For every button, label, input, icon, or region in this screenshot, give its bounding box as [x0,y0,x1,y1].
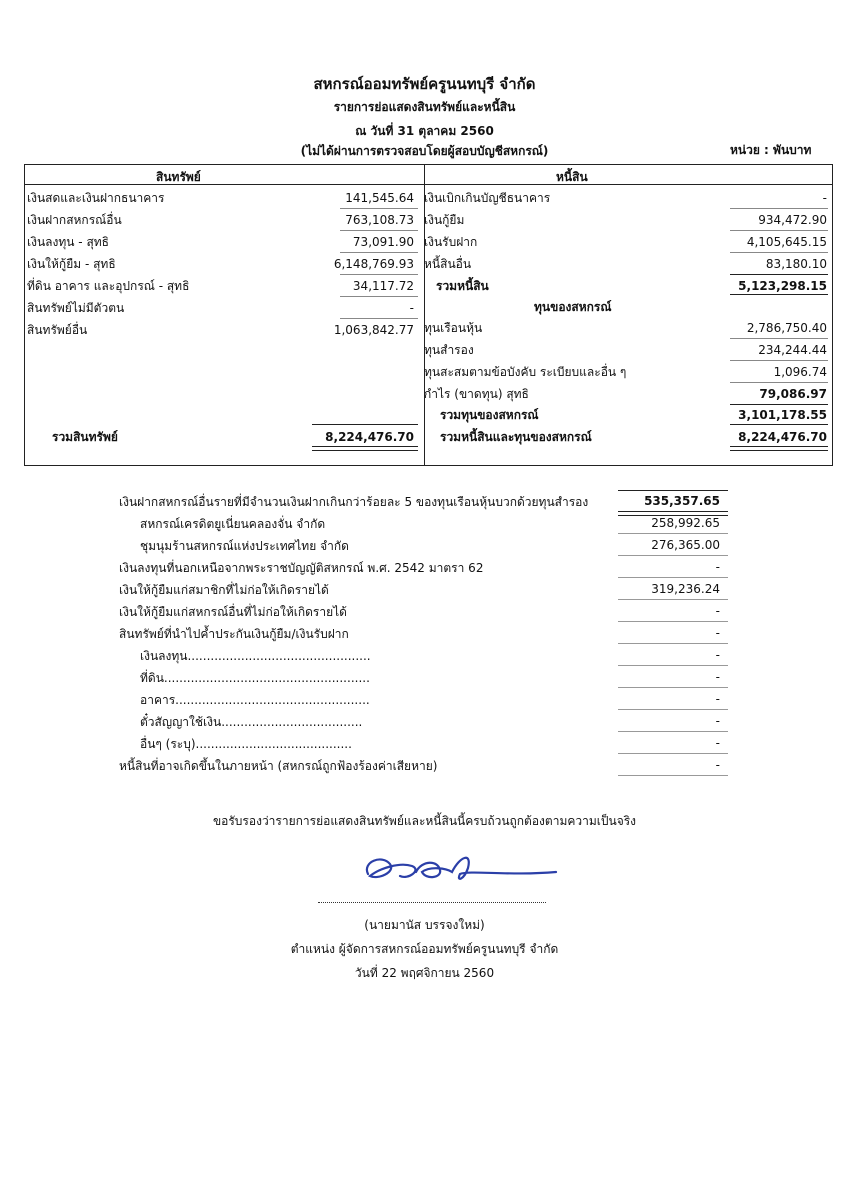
note-label: หนี้สินที่อาจเกิดขึ้นในภายหน้า (สหกรณ์ถูกฟ้องร้องค่าเสียหาย) [119,759,438,773]
equity-value: 2,786,750.40 [746,321,827,335]
asset-value: - [409,301,414,315]
signature-line [318,902,546,903]
liability-value: 934,472.90 [758,213,827,227]
asset-value: 1,063,842.77 [333,323,414,337]
signer-name: (นายมานัส บรรจงใหม่) [364,918,485,932]
underline [618,599,728,600]
note-label: เงินให้กู้ยืมแก่สหกรณ์อื่นที่ไม่ก่อให้เกิดรายได้ [119,605,347,619]
note-value: 258,992.65 [651,516,720,530]
note-label: อื่นๆ (ระบุ)......................................... [140,737,352,751]
header-divider [24,184,833,185]
note-label: สินทรัพย์ที่นำไปค้ำประกันเงินกู้ยืม/เงินรับฝาก [119,627,349,641]
asset-label: เงินสดและเงินฝากธนาคาร [27,191,165,205]
double-underline [618,511,728,516]
signature [360,846,560,896]
equity-heading: ทุนของสหกรณ์ [534,300,612,314]
note-value: - [715,560,720,574]
asset-label: เงินฝากสหกรณ์อื่น [27,213,122,227]
equity-label: ทุนสำรอง [424,343,474,357]
equity-value: 1,096.74 [773,365,827,379]
liabilities-heading: หนี้สิน [556,170,588,184]
underline [730,360,828,361]
asset-value: 6,148,769.93 [333,257,414,271]
underline [730,294,828,295]
underline [618,533,728,534]
signed-date: วันที่ 22 พฤศจิกายน 2560 [354,966,495,980]
underline [618,490,728,491]
equity-value: 234,244.44 [758,343,827,357]
note-value: - [715,692,720,706]
note-label: เงินลงทุน................................................ [140,649,371,663]
underline [618,577,728,578]
note-label: ตั๋วสัญญาใช้เงิน..................................... [140,715,363,729]
asset-label: สินทรัพย์อื่น [27,323,88,337]
note-label: ที่ดิน...................................................... [140,671,370,685]
equity-label: กำไร (ขาดทุน) สุทธิ [424,387,529,401]
note-value: - [715,736,720,750]
certification-text: ขอรับรองว่ารายการย่อแสดงสินทรัพย์และหนี้สินนี้ครบถ้วนถูกต้องตามความเป็นจริง [212,814,637,828]
asset-label: ที่ดิน อาคาร และอุปกรณ์ - สุทธิ [27,279,190,293]
underline [618,753,728,754]
underline [730,338,828,339]
underline [340,318,418,319]
note-value: 276,365.00 [651,538,720,552]
liabilities-total-label: รวมหนี้สิน [436,279,489,293]
underline [730,252,828,253]
note-label: อาคาร................................................... [140,693,370,707]
asset-label: เงินให้กู้ยืม - สุทธิ [27,257,116,271]
org-title: สหกรณ์ออมทรัพย์ครูนนทบุรี จำกัด [313,75,536,93]
liability-label: เงินกู้ยืม [424,213,465,227]
equity-label: ทุนสะสมตามข้อบังคับ ระเบียบและอื่น ๆ [424,365,627,379]
underline [618,555,728,556]
liability-label: เงินเบิกเกินบัญชีธนาคาร [424,191,551,205]
liability-label: หนี้สินอื่น [424,257,472,271]
equity-total-label: รวมทุนของสหกรณ์ [440,408,539,422]
note-value: - [715,714,720,728]
note-value: 535,357.65 [644,494,720,508]
underline [730,404,828,405]
underline [340,274,418,275]
asset-value: 34,117.72 [352,279,414,293]
underline [618,665,728,666]
liability-value: - [822,191,827,205]
asset-label: เงินลงทุน - สุทธิ [27,235,110,249]
underline [618,731,728,732]
double-underline [312,446,418,451]
equity-value: 79,086.97 [759,387,827,401]
assets-total-label: รวมสินทรัพย์ [52,430,118,444]
underline [618,621,728,622]
note-label: เงินลงทุนที่นอกเหนือจากพระราชบัญญัติสหกรณ์ พ.ศ. 2542 มาตรา 62 [119,561,484,575]
underline [340,252,418,253]
note-value: - [715,648,720,662]
underline [730,382,828,383]
asset-label: สินทรัพย์ไม่มีตัวตน [27,301,125,315]
note-value: - [715,604,720,618]
grand-total-value: 8,224,476.70 [738,430,827,444]
note-label: ชุมนุมร้านสหกรณ์แห่งประเทศไทย จำกัด [140,539,349,553]
column-divider [424,164,425,466]
underline [618,775,728,776]
underline [730,230,828,231]
assets-total-value: 8,224,476.70 [325,430,414,444]
underline [618,709,728,710]
asset-value: 141,545.64 [345,191,414,205]
report-subtitle: รายการย่อแสดงสินทรัพย์และหนี้สิน [333,100,516,114]
note-label: สหกรณ์เครดิตยูเนี่ยนคลองจั่น จำกัด [140,517,326,531]
liability-value: 4,105,645.15 [746,235,827,249]
underline [618,687,728,688]
assets-heading: สินทรัพย์ [156,170,201,184]
asset-value: 763,108.73 [345,213,414,227]
unit-label: หน่วย : พันบาท [730,143,812,157]
signer-position: ตำแหน่ง ผู้จัดการสหกรณ์ออมทรัพย์ครูนนทบุรี จำกัด [290,942,559,956]
underline [730,208,828,209]
equity-label: ทุนเรือนหุ้น [424,321,483,335]
underline [618,643,728,644]
note-value: - [715,626,720,640]
underline [730,274,828,275]
double-underline [730,446,828,451]
liability-value: 83,180.10 [765,257,827,271]
note-value: 319,236.24 [651,582,720,596]
liability-label: เงินรับฝาก [424,235,478,249]
grand-total-label: รวมหนี้สินและทุนของสหกรณ์ [440,430,592,444]
total-topline [312,424,418,425]
note-value: - [715,758,720,772]
note-label: เงินให้กู้ยืมแก่สมาชิกที่ไม่ก่อให้เกิดรายได้ [119,583,329,597]
underline [340,230,418,231]
liabilities-total-value: 5,123,298.15 [738,279,827,293]
audit-note: (ไม่ได้ผ่านการตรวจสอบโดยผู้สอบบัญชีสหกรณ์) [300,144,549,158]
underline [340,296,418,297]
asset-value: 73,091.90 [352,235,414,249]
report-date: ณ วันที่ 31 ตุลาคม 2560 [355,124,494,138]
note-label: เงินฝากสหกรณ์อื่นรายที่มีจำนวนเงินฝากเกินกว่าร้อยละ 5 ของทุนเรือนหุ้นบวกด้วยทุนสำรอง [119,495,589,509]
note-value: - [715,670,720,684]
equity-total-value: 3,101,178.55 [738,408,827,422]
underline [730,424,828,425]
underline [340,208,418,209]
